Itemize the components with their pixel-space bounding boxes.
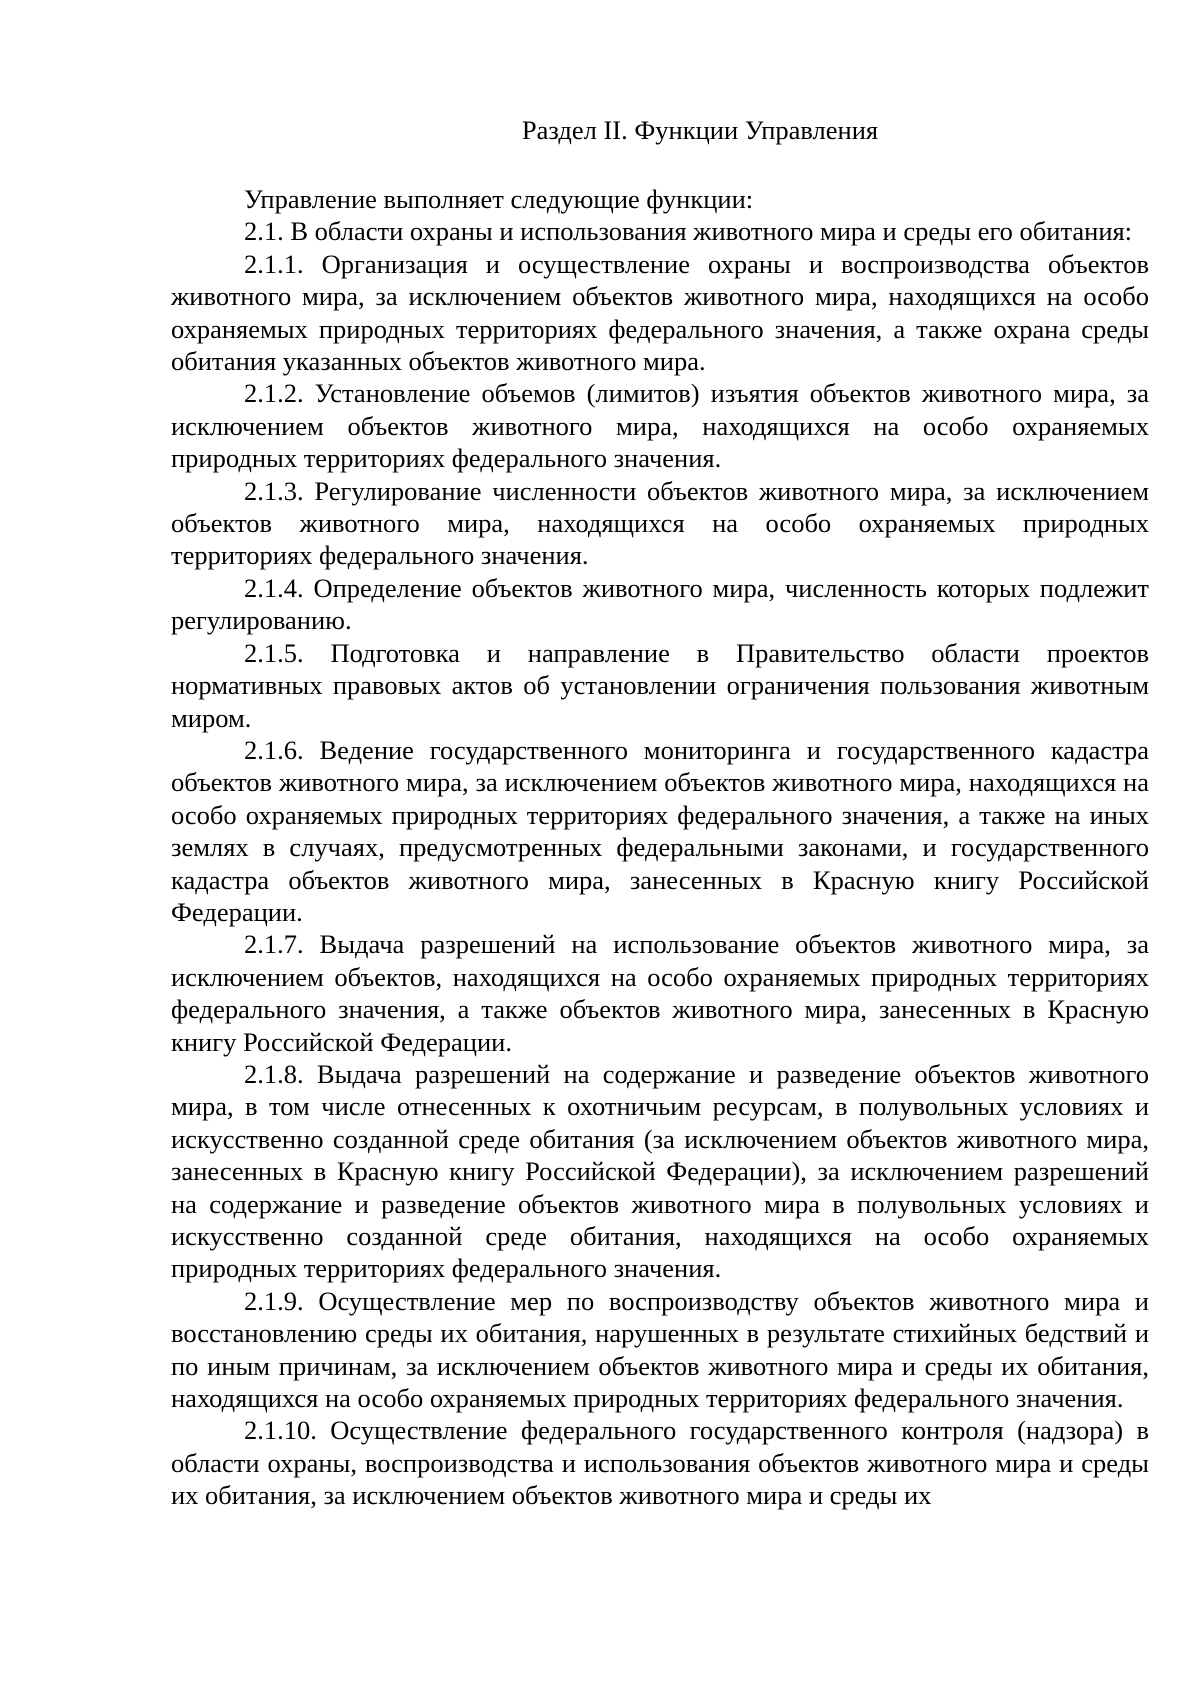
- paragraph-2-1-7: 2.1.7. Выдача разрешений на использование объектов животного мира, за исключением объектов, находящихся на особо охраняемых природных территориях федерального значения, а также объектов животного мира, занесенных в Красную книгу Российской Федерации.: [171, 929, 1149, 1057]
- paragraph-2-1-5: 2.1.5. Подготовка и направление в Правительство области проектов нормативных правовых актов об установлении ограничения пользования животным миром.: [171, 637, 1149, 733]
- paragraph-2-1-10: 2.1.10. Осуществление федерального государственного контроля (надзора) в области охраны, воспроизводства и использования объектов животного мира и среды их обитания, за исключением объектов животного мира и среды их: [171, 1415, 1149, 1511]
- document-body: [171, 183, 1149, 1512]
- paragraph-2-1-2: 2.1.2. Установление объемов (лимитов) изъятия объектов животного мира, за исключением объектов животного мира, находящихся на особо охраняемых природных территориях федерального значения.: [171, 378, 1149, 474]
- paragraph-2-1-8: 2.1.8. Выдача разрешений на содержание и разведение объектов животного мира, в том числе отнесенных к охотничьим ресурсам, в полувольных условиях и искусственно созданной среде обитания (за исключением объектов животного мира, занесенных в Красную книгу Российской Федерации), за исключением разрешений на содержание и разведение объектов животного мира в полувольных условиях и искусственно созданной среде обитания, находящихся на особо охраняемых природных территориях федерального значения.: [171, 1058, 1149, 1284]
- paragraph-2-1-6: 2.1.6. Ведение государственного мониторинга и государственного кадастра объектов животного мира, за исключением объектов животного мира, находящихся на особо охраняемых природных территориях федерального значения, а также на иных землях в случаях, предусмотренных федеральными законами, и государственного кадастра объектов животного мира, занесенных в Красную книгу Российской Федерации.: [171, 734, 1149, 927]
- paragraph-2-1-1: 2.1.1. Организация и осуществление охраны и воспроизводства объектов животного мира, за исключением объектов животного мира, находящихся на особо охраняемых природных территориях федерального значения, а также охрана среды обитания указанных объектов животного мира.: [171, 248, 1149, 377]
- paragraph-2-1-3: 2.1.3. Регулирование численности объектов животного мира, за исключением объектов животного мира, находящихся на особо охраняемых природных территориях федерального значения.: [171, 475, 1149, 571]
- paragraph-2-1-9: 2.1.9. Осуществление мер по воспроизводству объектов животного мира и восстановлению среды их обитания, нарушенных в результате стихийных бедствий и по иным причинам, за исключением объектов животного мира и среды их обитания, находящихся на особо охраняемых природных территориях федерального значения.: [171, 1285, 1149, 1414]
- paragraph-intro: Управление выполняет следующие функции:: [244, 184, 754, 214]
- paragraph-2-1: 2.1. В области охраны и использования животного мира и среды его обитания:: [244, 216, 1133, 247]
- section-heading: Раздел II. Функции Управления: [521, 115, 879, 145]
- paragraph-2-1-4: 2.1.4. Определение объектов животного мира, численность которых подлежит регулированию.: [171, 572, 1149, 636]
